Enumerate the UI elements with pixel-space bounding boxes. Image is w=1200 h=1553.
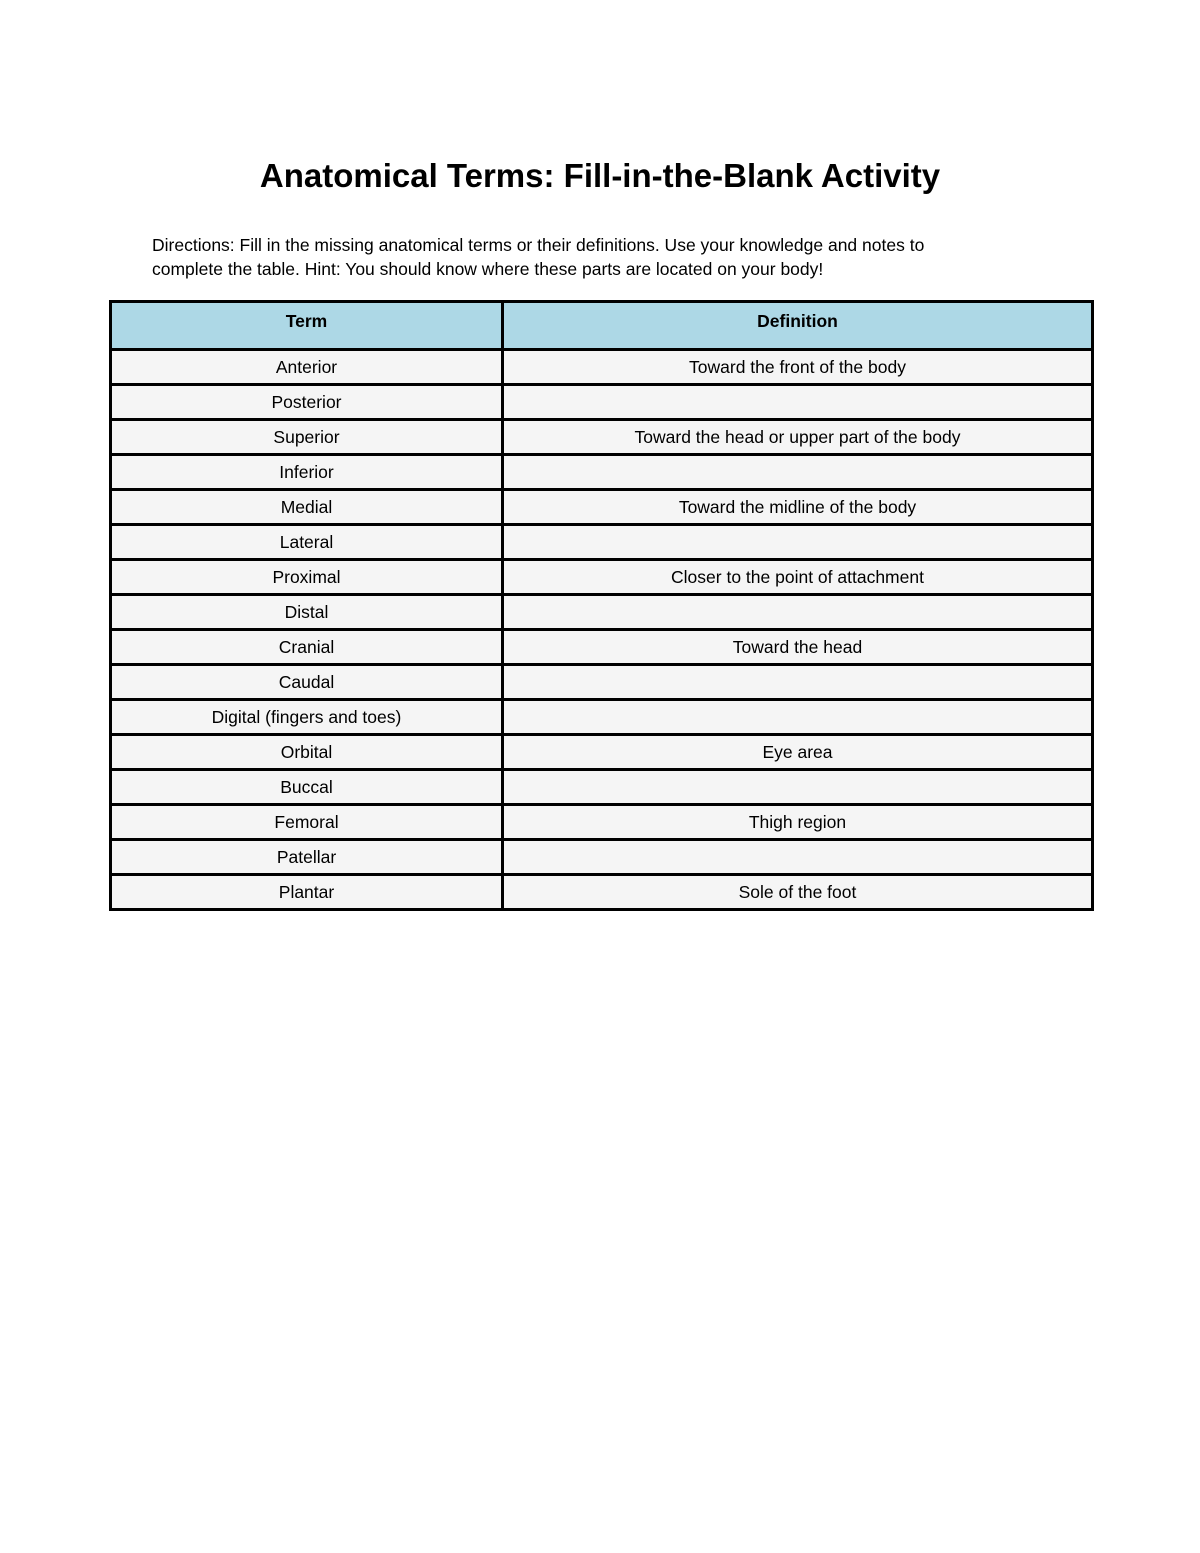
term-cell: Buccal — [111, 770, 503, 805]
definition-cell: Eye area — [503, 735, 1093, 770]
definition-cell — [503, 700, 1093, 735]
term-cell: Digital (fingers and toes) — [111, 700, 503, 735]
definition-cell — [503, 385, 1093, 420]
table-row — [111, 840, 1093, 875]
term-cell: Plantar — [111, 875, 503, 910]
page-title: Anatomical Terms: Fill-in-the-Blank Activity — [259, 157, 941, 194]
term-cell: Caudal — [111, 665, 503, 700]
definition-cell — [503, 595, 1093, 630]
definition-cell: Toward the head or upper part of the body — [503, 420, 1093, 455]
table-row — [111, 700, 1093, 735]
term-cell: Patellar — [111, 840, 503, 875]
definition-cell — [503, 840, 1093, 875]
definition-cell — [503, 525, 1093, 560]
table-row — [111, 490, 1093, 525]
table-row — [111, 385, 1093, 420]
table-row — [111, 805, 1093, 840]
definition-cell: Thigh region — [503, 805, 1093, 840]
anatomical-terms-table — [109, 300, 1094, 911]
term-cell: Medial — [111, 490, 503, 525]
table-row — [111, 735, 1093, 770]
definition-cell — [503, 770, 1093, 805]
table-row — [111, 350, 1093, 385]
directions-line: complete the table. Hint: You should know where these parts are located on your body! — [152, 259, 824, 279]
definition-cell — [503, 665, 1093, 700]
definition-cell: Toward the midline of the body — [503, 490, 1093, 525]
term-column-header: Term — [111, 302, 503, 350]
table-row — [111, 630, 1093, 665]
table-row — [111, 770, 1093, 805]
definition-cell — [503, 455, 1093, 490]
table-row — [111, 420, 1093, 455]
term-cell: Cranial — [111, 630, 503, 665]
table-row — [111, 595, 1093, 630]
term-cell: Posterior — [111, 385, 503, 420]
definition-cell: Toward the front of the body — [503, 350, 1093, 385]
definition-cell: Sole of the foot — [503, 875, 1093, 910]
table-row — [111, 525, 1093, 560]
definition-cell: Toward the head — [503, 630, 1093, 665]
term-cell: Femoral — [111, 805, 503, 840]
directions-text — [152, 233, 1052, 281]
table-row — [111, 455, 1093, 490]
definition-cell: Closer to the point of attachment — [503, 560, 1093, 595]
term-cell: Lateral — [111, 525, 503, 560]
table-row — [111, 560, 1093, 595]
table-header-row — [111, 302, 1093, 350]
term-cell: Distal — [111, 595, 503, 630]
term-cell: Inferior — [111, 455, 503, 490]
term-cell: Proximal — [111, 560, 503, 595]
directions-line: Directions: Fill in the missing anatomical terms or their definitions. Use your knowledge and notes to — [152, 235, 925, 255]
term-cell: Superior — [111, 420, 503, 455]
table-row — [111, 665, 1093, 700]
table-row — [111, 875, 1093, 910]
definition-column-header: Definition — [503, 302, 1093, 350]
term-cell: Anterior — [111, 350, 503, 385]
term-cell: Orbital — [111, 735, 503, 770]
